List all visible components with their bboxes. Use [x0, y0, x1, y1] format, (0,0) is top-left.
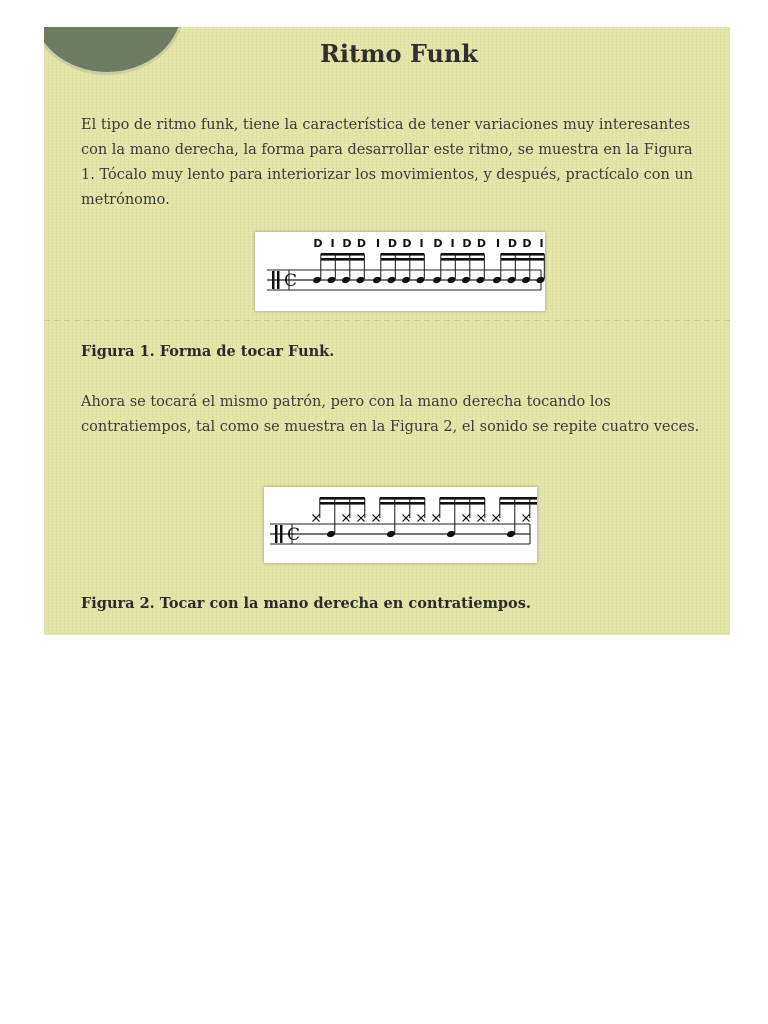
beam — [501, 253, 545, 256]
common-time-signature: C — [284, 271, 298, 291]
figure-2-notation — [264, 487, 537, 563]
percussion-clef — [277, 271, 280, 289]
sticking-label: I — [495, 237, 501, 250]
percussion-clef — [272, 271, 275, 289]
beam — [440, 497, 485, 500]
sticking-label: D — [387, 237, 398, 250]
beam — [320, 497, 365, 500]
beam — [441, 253, 485, 256]
beam — [500, 502, 537, 505]
percussion-clef — [280, 525, 283, 543]
figure-1-notation — [255, 232, 545, 311]
beam — [381, 253, 425, 256]
beam — [321, 253, 365, 256]
beam — [500, 497, 537, 500]
content-panel — [44, 27, 730, 635]
beam — [440, 502, 485, 505]
sticking-label: I — [539, 237, 544, 250]
figure-2-caption: Figura 2. Tocar con la mano derecha en contratiempos. — [81, 595, 531, 612]
intro-paragraph: El tipo de ritmo funk, tiene la característica de tener variaciones muy interesantes con la mano derecha, la forma para desarrollar este ritmo, se muestra en la Figura 1. Tócalo muy lento para interiorizar los movimientos, y después, practícalo con un metrónomo. — [81, 117, 694, 208]
sticking-label: I — [330, 237, 335, 250]
offbeat-notation-svg — [264, 487, 537, 563]
sticking-label: D — [433, 237, 443, 250]
beam — [320, 502, 365, 505]
sticking-label: D — [476, 237, 487, 250]
beam — [380, 502, 425, 505]
sticking-label: D — [402, 237, 412, 250]
beam — [321, 258, 365, 261]
percussion-clef — [275, 525, 278, 543]
sticking-label: I — [450, 237, 455, 250]
sticking-label: D — [522, 237, 532, 250]
sticking-label: I — [419, 237, 424, 250]
sticking-label: D — [342, 237, 352, 250]
sticking-label: D — [356, 237, 367, 250]
common-time-signature: C — [287, 525, 301, 545]
second-paragraph: Ahora se tocará el mismo patrón, pero con la mano derecha tocando los contratiempos, tal como se muestra en la Figura 2, el sonido se repite cuatro veces. — [81, 394, 700, 435]
sticking-label: I — [375, 237, 381, 250]
beam — [501, 258, 545, 261]
beam — [380, 497, 425, 500]
beam — [381, 258, 425, 261]
beam — [441, 258, 485, 261]
page-title: Ritmo Funk — [319, 39, 479, 68]
figure-1-caption: Figura 1. Forma de tocar Funk. — [81, 343, 335, 360]
divider — [44, 320, 730, 321]
note-head — [536, 276, 545, 285]
sticking-label: D — [507, 237, 518, 250]
sticking-label: D — [462, 237, 472, 250]
sticking-label: D — [313, 237, 323, 250]
funk-notation-svg — [255, 232, 545, 311]
